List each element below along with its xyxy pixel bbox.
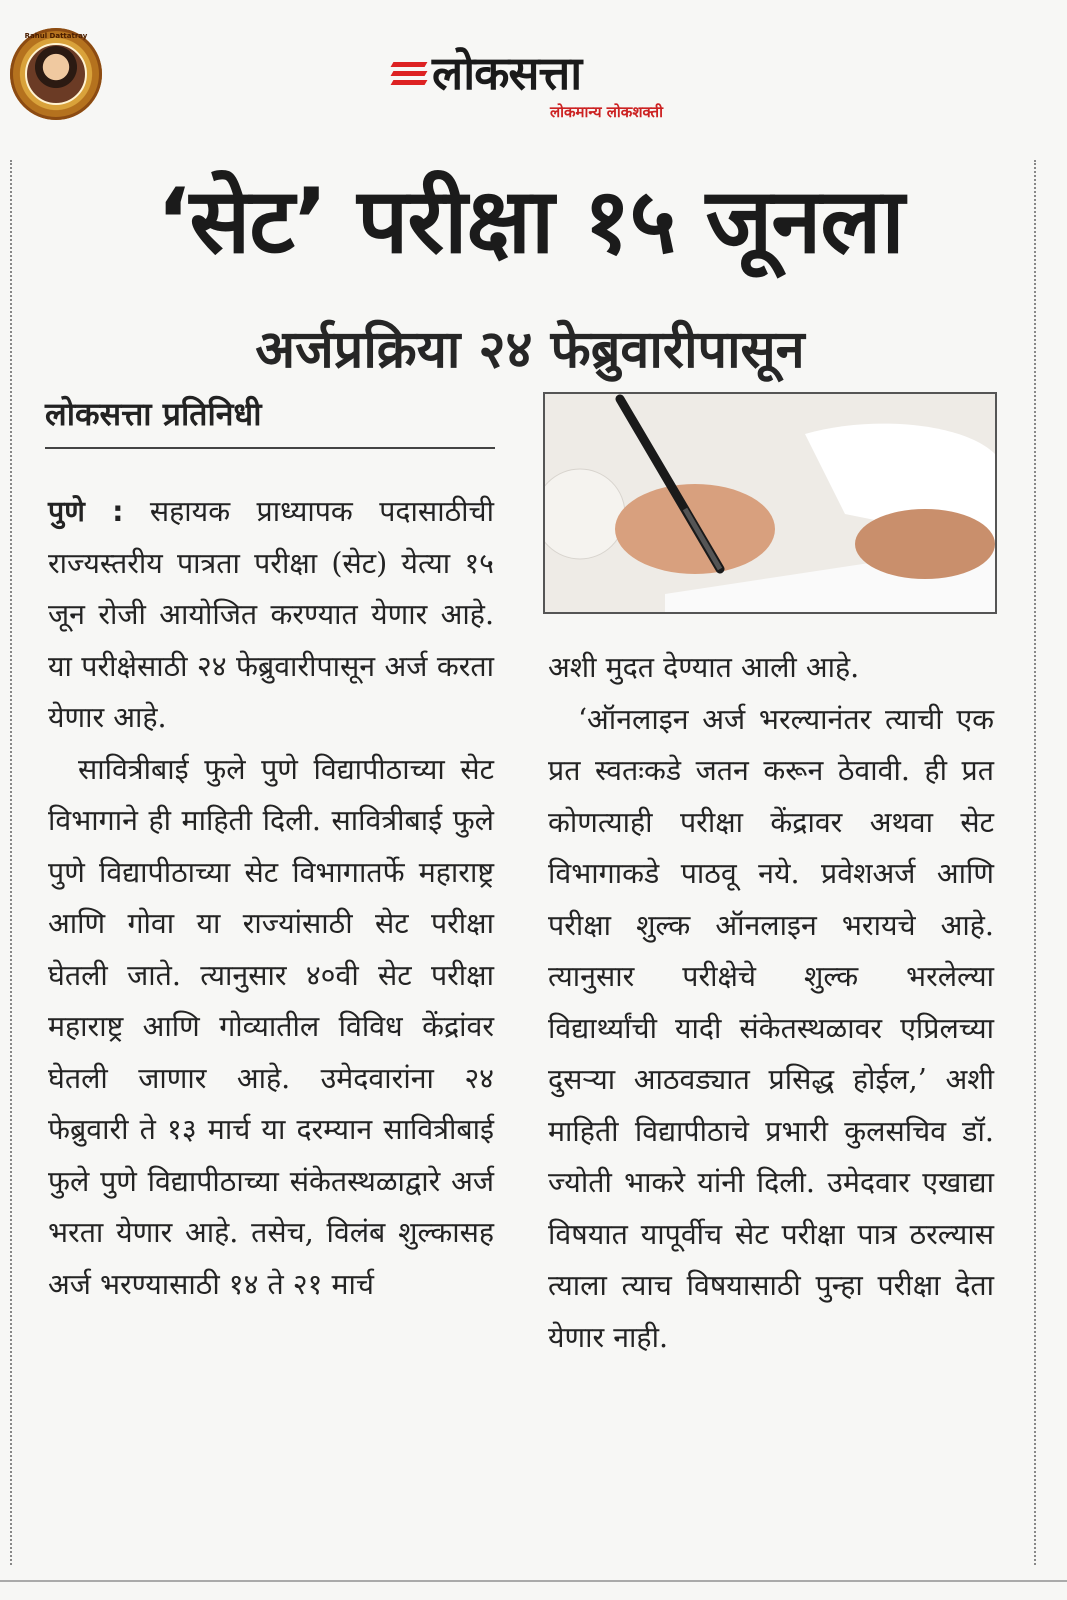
badge-ring-text: Rahul Dattatray bbox=[24, 32, 88, 40]
masthead bbox=[392, 46, 667, 130]
masthead-name: लोकसत्ता bbox=[432, 46, 582, 100]
subheadline: अर्जप्रक्रिया २४ फेब्रुवारीपासून bbox=[255, 320, 805, 380]
right-divider bbox=[1034, 160, 1036, 1565]
dateline: पुणे : bbox=[48, 495, 124, 528]
profile-badge bbox=[10, 28, 102, 120]
headline: ‘सेट’ परीक्षा १५ जूनला bbox=[156, 169, 904, 274]
column1-paragraph-2: सावित्रीबाई फुले पुणे विद्यापीठाच्या सेट विभागाने ही माहिती दिली. सावित्रीबाई फुले पुणे विद्यापीठाच्या सेट विभागातर्फे महाराष्ट्र आणि गोवा या राज्यांसाठी सेट परीक्षा घेतली जाते. त्यानुसार ४०वी सेट परीक्षा महाराष्ट्र आणि गोव्यातील विविध केंद्रांवर घेतली जाणार आहे. उमेदवारांना २४ फेब्रुवारी ते १३ मार्च या दरम्यान सावित्रीबाई फुले पुणे विद्यापीठाच्या संकेतस्थळाद्वारे अर्ज भरता येणार आहे. तसेच, विलंब शुल्कासह अर्ज भरण्यासाठी १४ ते २१ मार्च bbox=[48, 752, 494, 1301]
article-photo bbox=[543, 392, 997, 614]
masthead-tagline: लोकमान्य लोकशक्ती bbox=[549, 103, 663, 121]
left-divider bbox=[10, 160, 12, 1565]
writing-hand-illustration bbox=[545, 394, 995, 612]
column2-paragraph-1: अशी मुदत देण्यात आली आहे. bbox=[548, 651, 860, 684]
article-column-2 bbox=[548, 642, 994, 1363]
column1-paragraph-1: सहायक प्राध्यापक पदासाठीची राज्यस्तरीय पात्रता परीक्षा (सेट) येत्या १५ जून रोजी आयोजित करण्यात येणार आहे. या परीक्षेसाठी २४ फेब्रुवारीपासून अर्ज करता येणार आहे. bbox=[48, 495, 494, 734]
column2-paragraph-2: ‘ऑनलाइन अर्ज भरल्यानंतर त्याची एक प्रत स्वतःकडे जतन करून ठेवावी. ही प्रत कोणत्याही परीक्षा केंद्रावर अथवा सेट विभागाकडे पाठवू नये. प्रवेशअर्ज आणि परीक्षा शुल्क ऑनलाइन भरायचे आहे. त्यानुसार परीक्षेचे शुल्क भरलेल्या विद्यार्थ्यांची यादी संकेतस्थळावर एप्रिलच्या दुसऱ्या आठवड्यात प्रसिद्ध होईल,’ अशी माहिती विद्यापीठाचे प्रभारी कुलसचिव डॉ. ज्योती भाकरे यांनी दिली. उमेदवार एखाद्या विषयात यापूर्वीच सेट परीक्षा पात्र ठरल्यास त्याला त्याच विषयासाठी पुन्हा परीक्षा देता येणार नाही. bbox=[548, 702, 994, 1354]
bottom-rule bbox=[0, 1580, 1067, 1582]
byline: लोकसत्ता प्रतिनिधी bbox=[45, 392, 495, 449]
article-column-1 bbox=[48, 486, 494, 1310]
loksatta-logo-icon bbox=[392, 58, 426, 88]
